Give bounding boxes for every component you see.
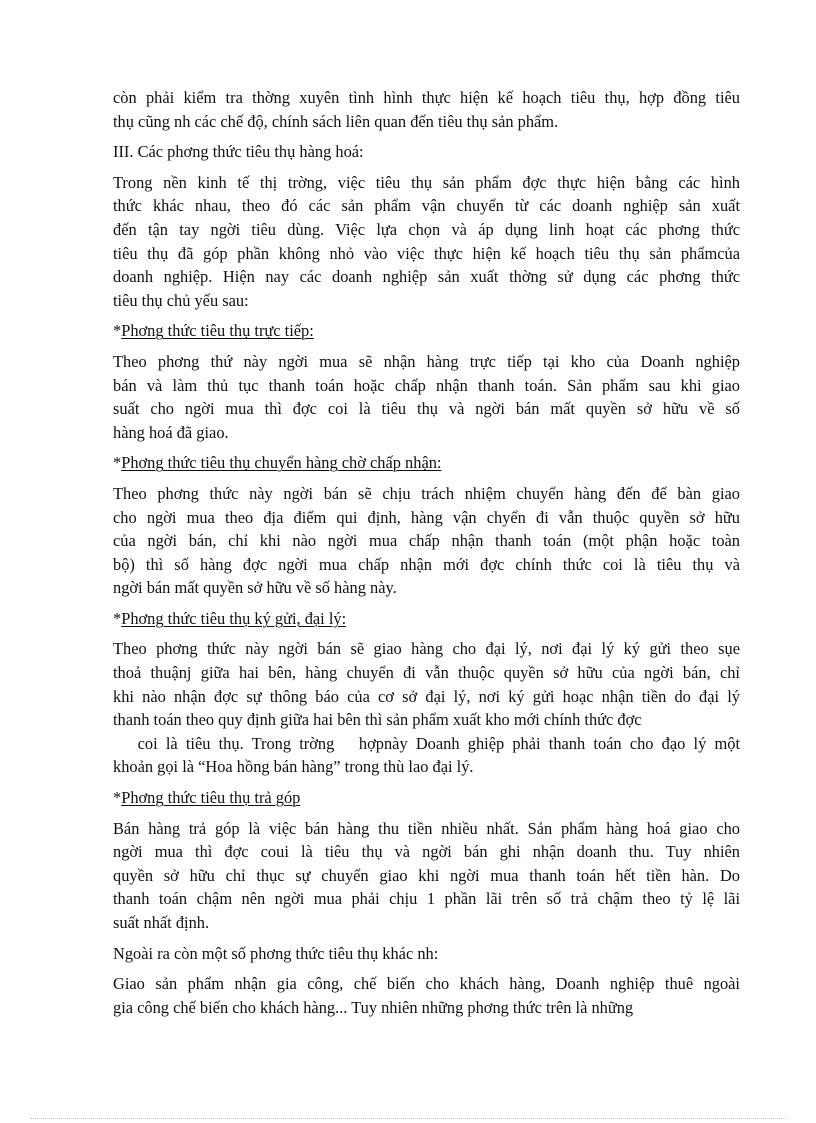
text-line: Theo phơng thức này ngời bán sẽ chịu trách nhiệm chuyển hàng đến để bàn giao <box>113 483 740 503</box>
text-line: khoản gọi là “Hoa hồng bán hàng” trong thù lao đại lý. <box>113 757 474 777</box>
text-line: suất cho ngời mua thì đợc coi là tiêu thụ và ngời bán mất quyền sở hữu về số <box>113 399 740 419</box>
text-line: ngời mua thì đợc coui là tiêu thụ và ngời bán ghi nhận doanh thu. Tuy nhiên <box>113 842 740 862</box>
subsection-heading-shipment <box>113 451 740 475</box>
text-line: Theo phơng thức này ngời bán sẽ giao hàng cho đại lý, nơi đại lý ký gửi theo sụe <box>113 639 740 659</box>
bullet-asterisk: * <box>113 321 122 341</box>
text-line: ngời bán mất quyền sở hữu về số hàng này. <box>113 578 397 598</box>
text-line: Giao sản phẩm nhận gia công, chế biến cho khách hàng, Doanh nghiệp thuê ngoài <box>113 974 740 994</box>
subsection-heading-consignment <box>113 607 740 631</box>
subsection-title: Phơng thức tiêu thụ trực tiếp: <box>121 321 314 341</box>
text-line: của ngời bán, chỉ khi nào ngời mua chấp nhận thanh toán (một phận hoặc toàn <box>113 531 740 551</box>
text-line: Theo phơng thứ này ngời mua sẽ nhận hàng trực tiếp tại kho của Doanh nghiệp <box>113 351 740 371</box>
subsection-heading-direct <box>113 319 740 343</box>
text-line: tiêu thụ đã góp phần không nhỏ vào việc thực hiện kế hoạch tiêu thụ sản phẩmcủa <box>113 243 740 263</box>
text-line: doanh nghiệp. Hiện nay các doanh nghiệp sản xuất thờng sử dụng các phơng thức <box>113 267 740 287</box>
text-line: thức khác nhau, theo đó các sản phẩm vận chuyển từ các doanh nghiệp sản xuất <box>113 196 740 216</box>
text-line: thoả thuậnj giữa hai bên, hàng chuyển đi vẫn thuộc quyền sở hữu của ngời bán, chỉ <box>113 663 740 683</box>
text-line: cho ngời mua theo địa điểm qui định, hàng vận chyển đi vẫn thuộc quyền sở hữu <box>113 507 740 527</box>
subsection-paragraph-direct <box>113 350 740 444</box>
subsection-paragraph-installment <box>113 817 740 935</box>
subsection-title: Phơng thức tiêu thụ ký gửi, đại lý: <box>121 608 347 628</box>
text-line: đến tận tay ngời tiêu dùng. Việc lựa chọn và áp dụng linh hoạt các phơng thức <box>113 219 740 239</box>
text-line: hàng hoá đã giao. <box>113 422 229 442</box>
bullet-asterisk: * <box>113 453 122 473</box>
section-intro-paragraph <box>113 171 740 313</box>
text-line: khi nào nhận đợc sự thông báo của cơ sở đại lý, nơi ký gửi hoạc nhận tiền do đại lý <box>113 686 740 706</box>
text-line: Trong nền kinh tế thị trờng, việc tiêu thụ sản phẩm đợc thực hiện bằng các hình <box>113 172 740 192</box>
subsection-paragraph-shipment <box>113 482 740 600</box>
text-line: quyền sở hữu chỉ thục sự chuyển giao khi ngời mua thanh toán hết tiền hàn. Do <box>113 865 740 885</box>
text-line: bộ) thì số hàng đợc ngời mua chấp nhận mới đợc chính thức coi là tiêu thụ và <box>113 554 740 574</box>
text-line: còn phải kiểm tra thờng xuyên tình hình thực hiện kế hoạch tiêu thụ, hợp đồng tiêu <box>113 88 740 107</box>
closing-paragraph <box>113 972 740 1019</box>
text-line: coi là tiêu thụ. Trong trờng hợpnày Doanh ghiệp phải thanh toán cho đạo lý một <box>113 733 740 753</box>
text-line: thụ cũng nh các chế độ, chính sách liên quan đến tiêu thụ sản phẩm. <box>113 111 559 131</box>
page-footer-divider <box>30 1118 786 1119</box>
text-line: thanh toán theo quy định giữa hai bên thì sản phẩm xuất kho mới chính thức đợc <box>113 710 642 730</box>
other-methods-heading: Ngoài ra còn một số phơng thức tiêu thụ khác nh: <box>113 943 439 963</box>
text-line: bán và làm thủ tục thanh toán hoặc chấp nhận thanh toán. Sản phẩm sau khi giao <box>113 375 740 395</box>
text-line: tiêu thụ chủ yếu sau: <box>113 290 249 310</box>
text-line: gia công chế biến cho khách hàng... Tuy nhiên những phơng thức trên là những <box>113 997 634 1017</box>
subsection-heading-installment <box>113 786 740 810</box>
text-line: suất nhất định. <box>113 913 210 932</box>
subsection-title: Phơng thức tiêu thụ chuyển hàng chờ chấp nhận: <box>121 453 442 473</box>
section-heading: III. Các phơng thức tiêu thụ hàng hoá: <box>113 142 364 162</box>
text-line: thanh toán chậm nên ngời mua phải chịu 1 phần lãi trên số trả chậm theo tỷ lệ lãi <box>113 889 740 909</box>
subsection-paragraph-consignment <box>113 637 740 779</box>
intro-paragraph <box>113 86 740 133</box>
subsection-title: Phơng thức tiêu thụ trả góp <box>121 788 301 808</box>
text-line: Bán hàng trả góp là việc bán hàng thu tiền nhiều nhất. Sản phẩm hàng hoá giao cho <box>113 818 740 838</box>
bullet-asterisk: * <box>113 788 122 808</box>
bullet-asterisk: * <box>113 608 122 628</box>
document-body <box>113 86 740 1026</box>
